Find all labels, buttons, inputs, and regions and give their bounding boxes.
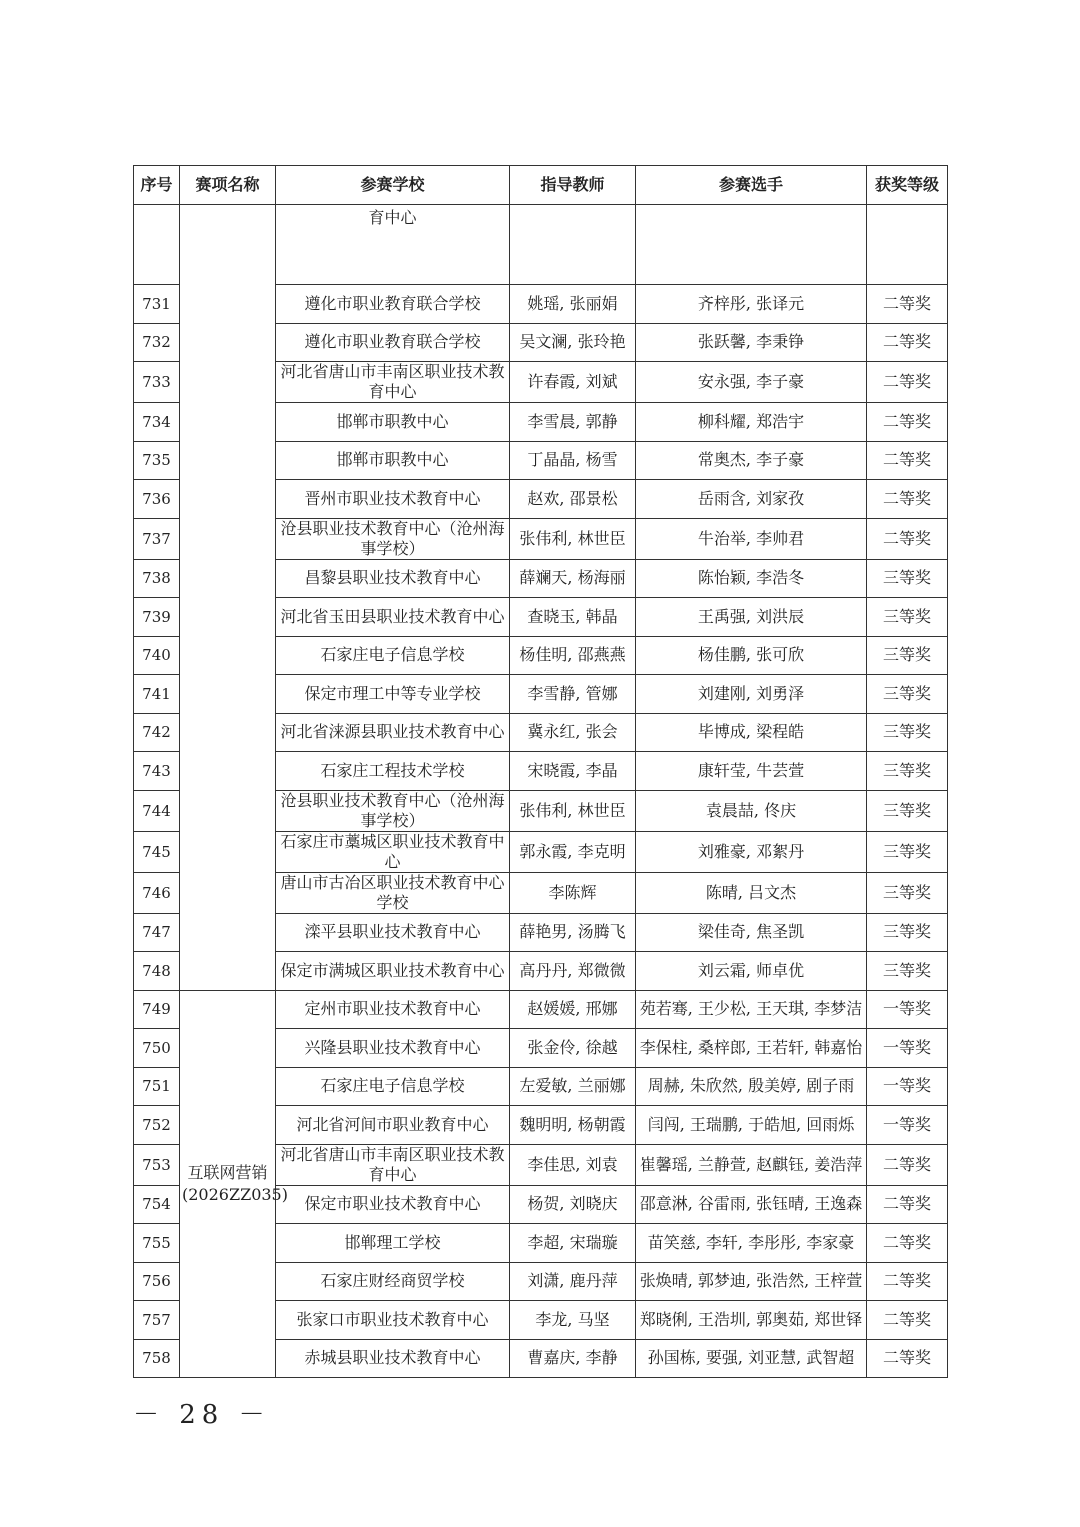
cell-no: 753 [134, 1144, 180, 1185]
cell-school: 邯郸理工学校 [276, 1224, 510, 1263]
cell-teachers: 郭永霞, 李克明 [510, 831, 636, 872]
header-players: 参赛选手 [636, 166, 867, 205]
cell-school: 石家庄工程技术学校 [276, 752, 510, 791]
cell-teachers: 冀永红, 张会 [510, 713, 636, 752]
cell-players: 常奥杰, 李子豪 [636, 441, 867, 480]
cell-no: 754 [134, 1185, 180, 1224]
cell-school: 沧县职业技术教育中心（沧州海事学校） [276, 518, 510, 559]
cell-award: 三等奖 [867, 872, 948, 913]
cell-school: 育中心 [276, 205, 510, 285]
cell-players [636, 205, 867, 285]
cell-players: 孙国栋, 要强, 刘亚慧, 武智超 [636, 1339, 867, 1378]
cell-players: 袁晨喆, 佟庆 [636, 790, 867, 831]
cell-school: 河北省唐山市丰南区职业技术教育中心 [276, 1144, 510, 1185]
cell-award: 二等奖 [867, 285, 948, 324]
cell-teachers: 李超, 宋瑞璇 [510, 1224, 636, 1263]
cell-school: 石家庄电子信息学校 [276, 636, 510, 675]
cell-school: 兴隆县职业技术教育中心 [276, 1029, 510, 1068]
cell-school: 遵化市职业教育联合学校 [276, 323, 510, 362]
cell-school: 石家庄市藁城区职业技术教育中心 [276, 831, 510, 872]
cell-no: 745 [134, 831, 180, 872]
cell-players: 齐梓彤, 张译元 [636, 285, 867, 324]
cell-players: 柳科耀, 郑浩宇 [636, 403, 867, 442]
cell-players: 安永强, 李子豪 [636, 362, 867, 403]
header-award: 获奖等级 [867, 166, 948, 205]
cell-players: 苗笑慈, 李轩, 李彤彤, 李家豪 [636, 1224, 867, 1263]
cell-no: 742 [134, 713, 180, 752]
cell-school: 唐山市古冶区职业技术教育中心学校 [276, 872, 510, 913]
cell-no: 744 [134, 790, 180, 831]
cell-school: 赤城县职业技术教育中心 [276, 1339, 510, 1378]
cell-players: 张跃馨, 李秉铮 [636, 323, 867, 362]
cell-no: 731 [134, 285, 180, 324]
cell-no: 757 [134, 1301, 180, 1340]
cell-teachers [510, 205, 636, 285]
cell-teachers: 李雪晨, 郭静 [510, 403, 636, 442]
cell-players: 陈晴, 吕文杰 [636, 872, 867, 913]
cell-school: 保定市理工中等专业学校 [276, 675, 510, 714]
cell-players: 李保柱, 桑梓郎, 王若轩, 韩嘉怡 [636, 1029, 867, 1068]
cell-school: 邯郸市职教中心 [276, 441, 510, 480]
cell-no: 755 [134, 1224, 180, 1263]
cell-award: 二等奖 [867, 403, 948, 442]
cell-award [867, 205, 948, 285]
cell-no: 736 [134, 480, 180, 519]
cell-award: 二等奖 [867, 441, 948, 480]
event-cell [180, 205, 276, 991]
cell-players: 毕博成, 梁程皓 [636, 713, 867, 752]
cell-players: 张焕晴, 郭梦迪, 张浩然, 王梓萱 [636, 1262, 867, 1301]
cell-award: 一等奖 [867, 1106, 948, 1145]
cell-teachers: 赵媛媛, 邢娜 [510, 990, 636, 1029]
cell-no: 741 [134, 675, 180, 714]
cell-school: 保定市职业技术教育中心 [276, 1185, 510, 1224]
cell-award: 二等奖 [867, 480, 948, 519]
cell-award: 三等奖 [867, 636, 948, 675]
cell-school: 河北省玉田县职业技术教育中心 [276, 598, 510, 637]
event-cell [180, 990, 288, 1378]
cell-players: 刘云霜, 师卓优 [636, 952, 867, 991]
cell-no: 746 [134, 872, 180, 913]
cell-award: 三等奖 [867, 713, 948, 752]
cell-award: 三等奖 [867, 752, 948, 791]
cell-school: 滦平县职业技术教育中心 [276, 913, 510, 952]
cell-no: 740 [134, 636, 180, 675]
cell-no: 738 [134, 559, 180, 598]
cell-teachers: 赵欢, 邵景松 [510, 480, 636, 519]
cell-award: 三等奖 [867, 675, 948, 714]
cell-players: 刘建刚, 刘勇泽 [636, 675, 867, 714]
cell-no: 734 [134, 403, 180, 442]
continuation-row [134, 205, 948, 285]
cell-players: 刘雅豪, 邓絮丹 [636, 831, 867, 872]
cell-no: 735 [134, 441, 180, 480]
cell-no: 732 [134, 323, 180, 362]
cell-school: 沧县职业技术教育中心（沧州海事学校） [276, 790, 510, 831]
cell-award: 二等奖 [867, 323, 948, 362]
cell-no: 752 [134, 1106, 180, 1145]
header-no: 序号 [134, 166, 180, 205]
cell-award: 一等奖 [867, 1067, 948, 1106]
cell-players: 邵意淋, 谷雷雨, 张钰晴, 王逸森 [636, 1185, 867, 1224]
cell-players: 梁佳奇, 焦圣凯 [636, 913, 867, 952]
cell-teachers: 李龙, 马坚 [510, 1301, 636, 1340]
cell-teachers: 刘潇, 鹿丹萍 [510, 1262, 636, 1301]
cell-award: 一等奖 [867, 990, 948, 1029]
header-teachers: 指导教师 [510, 166, 636, 205]
cell-award: 三等奖 [867, 913, 948, 952]
cell-award: 三等奖 [867, 952, 948, 991]
cell-teachers: 李陈辉 [510, 872, 636, 913]
cell-award: 三等奖 [867, 559, 948, 598]
cell-school: 晋州市职业技术教育中心 [276, 480, 510, 519]
cell-teachers: 薛斓天, 杨海丽 [510, 559, 636, 598]
cell-teachers: 丁晶晶, 杨雪 [510, 441, 636, 480]
cell-teachers: 魏明明, 杨朝霞 [510, 1106, 636, 1145]
cell-school: 保定市满城区职业技术教育中心 [276, 952, 510, 991]
cell-no: 739 [134, 598, 180, 637]
cell-players: 牛治举, 李帅君 [636, 518, 867, 559]
cell-no: 733 [134, 362, 180, 403]
cell-teachers: 薛艳男, 汤腾飞 [510, 913, 636, 952]
cell-teachers: 杨贺, 刘晓庆 [510, 1185, 636, 1224]
cell-teachers: 左爱敏, 兰丽娜 [510, 1067, 636, 1106]
cell-players: 杨佳鹏, 张可欣 [636, 636, 867, 675]
cell-school: 张家口市职业技术教育中心 [276, 1301, 510, 1340]
cell-no [134, 205, 180, 285]
cell-school: 河北省涞源县职业技术教育中心 [276, 713, 510, 752]
cell-school: 河北省河间市职业教育中心 [276, 1106, 510, 1145]
table-row [134, 990, 948, 1029]
cell-no: 756 [134, 1262, 180, 1301]
cell-school: 定州市职业技术教育中心 [276, 990, 510, 1029]
cell-players: 闫闯, 王瑞鹏, 于皓旭, 回雨烁 [636, 1106, 867, 1145]
cell-award: 二等奖 [867, 1339, 948, 1378]
cell-no: 747 [134, 913, 180, 952]
cell-award: 二等奖 [867, 1262, 948, 1301]
cell-award: 三等奖 [867, 831, 948, 872]
cell-award: 二等奖 [867, 1224, 948, 1263]
cell-teachers: 查晓玉, 韩晶 [510, 598, 636, 637]
cell-players: 康轩莹, 牛芸萱 [636, 752, 867, 791]
header-school: 参赛学校 [276, 166, 510, 205]
cell-award: 二等奖 [867, 1144, 948, 1185]
cell-school: 河北省唐山市丰南区职业技术教育中心 [276, 362, 510, 403]
cell-no: 749 [134, 990, 180, 1029]
cell-teachers: 李雪静, 管娜 [510, 675, 636, 714]
event-code: (2026ZZ035) [182, 1184, 288, 1204]
cell-players: 周赫, 朱欣然, 殷美婷, 剧子雨 [636, 1067, 867, 1106]
cell-players: 郑晓俐, 王浩圳, 郭奥茹, 郑世铎 [636, 1301, 867, 1340]
cell-school: 遵化市职业教育联合学校 [276, 285, 510, 324]
cell-players: 苑若骞, 王少松, 王天琪, 李梦洁 [636, 990, 867, 1029]
cell-players: 王禹强, 刘洪辰 [636, 598, 867, 637]
cell-teachers: 张金伶, 徐越 [510, 1029, 636, 1068]
cell-award: 三等奖 [867, 790, 948, 831]
cell-award: 二等奖 [867, 1301, 948, 1340]
cell-no: 743 [134, 752, 180, 791]
cell-players: 崔馨瑶, 兰静萱, 赵麒钰, 姜浩萍 [636, 1144, 867, 1185]
header-event: 赛项名称 [180, 166, 276, 205]
table-header-row [134, 166, 948, 205]
cell-players: 岳雨含, 刘家孜 [636, 480, 867, 519]
cell-teachers: 姚瑶, 张丽娟 [510, 285, 636, 324]
cell-teachers: 高丹丹, 郑微微 [510, 952, 636, 991]
cell-teachers: 许春霞, 刘斌 [510, 362, 636, 403]
cell-award: 二等奖 [867, 518, 948, 559]
cell-school: 石家庄财经商贸学校 [276, 1262, 510, 1301]
cell-no: 750 [134, 1029, 180, 1068]
cell-award: 三等奖 [867, 598, 948, 637]
cell-school: 邯郸市职教中心 [276, 403, 510, 442]
award-table [133, 165, 948, 1378]
cell-teachers: 宋晓霞, 李晶 [510, 752, 636, 791]
cell-school: 石家庄电子信息学校 [276, 1067, 510, 1106]
cell-teachers: 张伟利, 林世臣 [510, 790, 636, 831]
event-name: 互联网营销 [187, 1162, 268, 1182]
cell-no: 748 [134, 952, 180, 991]
cell-award: 一等奖 [867, 1029, 948, 1068]
cell-award: 二等奖 [867, 1185, 948, 1224]
cell-teachers: 杨佳明, 邵燕燕 [510, 636, 636, 675]
cell-teachers: 张伟利, 林世臣 [510, 518, 636, 559]
cell-teachers: 李佳思, 刘袁 [510, 1144, 636, 1185]
cell-school: 昌黎县职业技术教育中心 [276, 559, 510, 598]
cell-no: 758 [134, 1339, 180, 1378]
page-number: － 28 － [133, 1400, 271, 1430]
cell-no: 737 [134, 518, 180, 559]
cell-players: 陈怡颖, 李浩冬 [636, 559, 867, 598]
cell-award: 二等奖 [867, 362, 948, 403]
cell-teachers: 吴文澜, 张玲艳 [510, 323, 636, 362]
cell-no: 751 [134, 1067, 180, 1106]
cell-teachers: 曹嘉庆, 李静 [510, 1339, 636, 1378]
